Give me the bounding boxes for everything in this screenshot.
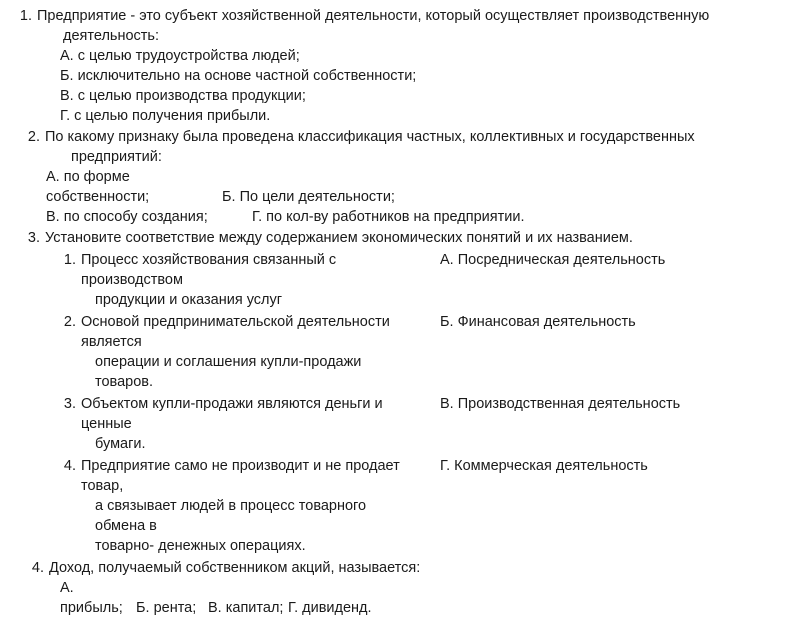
match-item-4-line-2: а связывает людей в процесс товарного обмена в bbox=[95, 498, 367, 534]
question-4-option-b: Б. рента; bbox=[136, 600, 197, 616]
question-4-options bbox=[60, 578, 803, 618]
question-1-option-a: А. с целью трудоустройства людей; bbox=[60, 48, 300, 64]
question-1-option-b: Б. исключительно на основе частной собственности; bbox=[60, 68, 417, 84]
match-item-2-number: 2. bbox=[63, 314, 76, 330]
question-4-option-v: В. капитал; bbox=[208, 600, 284, 616]
match-item-1-text bbox=[81, 250, 420, 310]
match-option-g: Г. Коммерческая деятельность bbox=[440, 458, 648, 474]
match-item-3-number: 3. bbox=[63, 396, 76, 412]
question-2-option-g: Г. по кол-ву работников на предприятии. bbox=[252, 209, 525, 225]
question-1-stem-line-2: деятельность: bbox=[63, 28, 159, 44]
question-3 bbox=[22, 228, 803, 248]
question-2-options-row-2 bbox=[46, 207, 803, 227]
table-row bbox=[0, 456, 803, 556]
question-2-number: 2. bbox=[27, 129, 40, 145]
match-item-1-number: 1. bbox=[63, 252, 76, 268]
question-2-stem-line-2: предприятий: bbox=[71, 149, 162, 165]
question-2-option-a: А. по форме собственности; bbox=[46, 169, 150, 205]
match-item-2-line-2: операции и соглашения купли-продажи товаров. bbox=[95, 354, 362, 390]
question-3-number: 3. bbox=[27, 230, 40, 246]
match-item-3-text bbox=[81, 394, 420, 454]
question-3-matching-table bbox=[0, 250, 803, 556]
question-1-number: 1. bbox=[19, 8, 32, 24]
table-row bbox=[0, 394, 803, 454]
match-option-a: А. Посредническая деятельность bbox=[440, 252, 666, 268]
match-item-3-line-1: Объектом купли-продажи являются деньги и ценные bbox=[81, 396, 383, 432]
question-4-body bbox=[49, 558, 803, 578]
match-item-2 bbox=[0, 312, 420, 392]
question-2-options-row-1 bbox=[46, 167, 803, 207]
question-4-number: 4. bbox=[31, 560, 44, 576]
question-1 bbox=[14, 6, 803, 46]
match-option-v: В. Производственная деятельность bbox=[440, 396, 681, 412]
question-2-body bbox=[45, 127, 803, 167]
question-4 bbox=[26, 558, 803, 578]
question-2-option-b: Б. По цели деятельности; bbox=[222, 189, 395, 205]
table-row bbox=[0, 250, 803, 310]
match-item-1-line-2: продукции и оказания услуг bbox=[95, 292, 283, 308]
question-1-body bbox=[37, 6, 803, 46]
question-1-options bbox=[60, 46, 803, 126]
match-item-1 bbox=[0, 250, 420, 310]
question-3-stem-line-1: Установите соответствие между содержанием экономических понятий и их названием. bbox=[45, 230, 633, 246]
match-item-4-text bbox=[81, 456, 420, 556]
question-1-option-v: В. с целью производства продукции; bbox=[60, 88, 306, 104]
match-item-4-line-3: товарно- денежных операциях. bbox=[95, 538, 306, 554]
match-option-b: Б. Финансовая деятельность bbox=[440, 314, 636, 330]
question-2 bbox=[22, 127, 803, 167]
question-4-option-a: А. прибыль; bbox=[60, 580, 123, 616]
question-4-stem-line-1: Доход, получаемый собственником акций, называется: bbox=[49, 560, 421, 576]
match-item-2-line-1: Основой предпринимательской деятельности является bbox=[81, 314, 390, 350]
question-2-option-v: В. по способу создания; bbox=[46, 209, 208, 225]
question-4-option-g: Г. дивиденд. bbox=[288, 600, 372, 616]
table-row bbox=[0, 312, 803, 392]
match-item-4 bbox=[0, 456, 420, 556]
match-item-1-line-1: Процесс хозяйствования связанный с производством bbox=[81, 252, 337, 288]
match-item-3 bbox=[0, 394, 420, 454]
match-item-3-line-2: бумаги. bbox=[95, 436, 146, 452]
question-1-option-g: Г. с целью получения прибыли. bbox=[60, 108, 271, 124]
match-item-4-number: 4. bbox=[63, 458, 76, 474]
match-item-2-text bbox=[81, 312, 420, 392]
match-item-4-line-1: Предприятие само не производит и не продает товар, bbox=[81, 458, 400, 494]
question-1-stem-line-1: Предприятие - это субъект хозяйственной деятельности, который осуществляет производственную bbox=[37, 8, 710, 24]
question-2-stem-line-1: По какому признаку была проведена классификация частных, коллективных и государственных bbox=[45, 129, 695, 145]
question-3-body bbox=[45, 228, 803, 248]
